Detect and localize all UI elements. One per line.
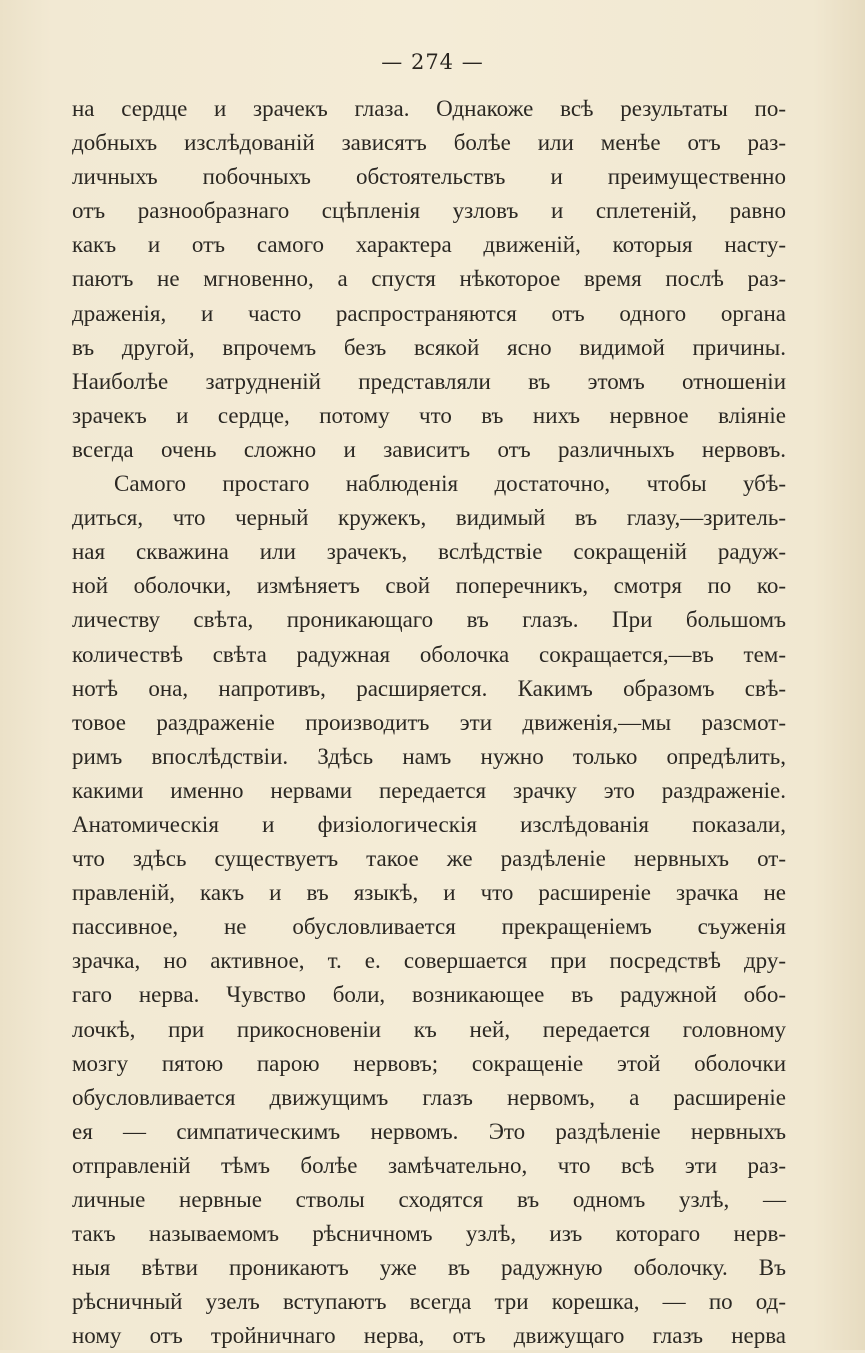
- text-line: Анатомическія и физіологическія изслѣдованія показали,: [72, 811, 786, 837]
- text-line: личныхъ побочныхъ обстоятельствъ и преимущественно: [72, 164, 786, 190]
- text-line: какими именно нервами передается зрачку это раздраженіе.: [72, 777, 786, 803]
- text-line: Наиболѣе затрудненій представляли въ этомъ отношеніи: [72, 368, 786, 394]
- text-line: гаго нерва. Чувство боли, возникающее въ радужной обо-: [72, 982, 786, 1008]
- text-line: ной оболочки, измѣняетъ свой поперечникъ, смотря по ко-: [72, 573, 786, 599]
- text-line: на сердце и зрачекъ глаза. Однакоже всѣ результаты по-: [72, 96, 786, 121]
- text-line: ному отъ тройничнаго нерва, отъ движущаго глазъ нерва: [72, 1323, 786, 1349]
- text-line: пассивное, не обусловливается прекращеніемъ съуженія: [72, 914, 786, 940]
- text-line: ея — симпатическимъ нервомъ. Это раздѣленіе нервныхъ: [72, 1118, 786, 1144]
- text-line: диться, что черный кружекъ, видимый въ глазу,—зритель-: [72, 505, 786, 531]
- text-line: зрачка, но активное, т. е. совершается при посредствѣ дру-: [72, 948, 786, 974]
- text-line: драженія, и часто распространяются отъ одного органа: [72, 300, 786, 326]
- text-line: какъ и отъ самого характера движеній, которыя насту-: [72, 232, 786, 258]
- text-line: нотѣ она, напротивъ, расширяется. Какимъ образомъ свѣ-: [72, 675, 786, 701]
- text-line: личеству свѣта, проникающаго въ глазъ. При большомъ: [72, 607, 786, 633]
- text-line: римъ впослѣдствіи. Здѣсь намъ нужно только опредѣлить,: [72, 743, 786, 769]
- text-line: добныхъ изслѣдованій зависятъ болѣе или менѣе отъ раз-: [72, 130, 786, 156]
- paragraph-start-line: Самого простаго наблюденія достаточно, чтобы убѣ-: [114, 471, 786, 497]
- text-line: зрачекъ и сердце, потому что въ нихъ нервное вліяніе: [72, 402, 786, 428]
- text-line: рѣсничный узелъ вступаютъ всегда три корешка, — по од-: [72, 1289, 786, 1315]
- text-line: правленій, какъ и въ языкѣ, и что расширеніе зрачка не: [72, 880, 786, 906]
- text-line: мозгу пятою парою нервовъ; сокращеніе этой оболочки: [72, 1050, 786, 1076]
- text-line: личные нервные стволы сходятся въ одномъ узлѣ, —: [72, 1187, 786, 1212]
- text-line: всегда очень сложно и зависитъ отъ различныхъ нервовъ.: [72, 436, 786, 462]
- text-line: отъ разнообразнаго сцѣпленія узловъ и сплетеній, равно: [72, 198, 786, 224]
- text-line: товое раздраженіе производитъ эти движенія,—мы разсмот-: [72, 709, 786, 735]
- text-line: ныя вѣтви проникаютъ уже въ радужную оболочку. Въ: [72, 1255, 786, 1281]
- text-line: обусловливается движущимъ глазъ нервомъ, а расширеніе: [72, 1084, 786, 1110]
- text-line: паютъ не мгновенно, а спустя нѣкоторое время послѣ раз-: [72, 266, 786, 292]
- text-line: количествѣ свѣта радужная оболочка сокращается,—въ тем-: [72, 641, 786, 667]
- body-text: [72, 92, 786, 1353]
- text-line: въ другой, впрочемъ безъ всякой ясно видимой причины.: [72, 334, 786, 360]
- text-line: ная скважина или зрачекъ, вслѣдствіе сокращеній радуж-: [72, 539, 786, 565]
- text-line: что здѣсь существуетъ такое же раздѣленіе нервныхъ от-: [72, 846, 786, 872]
- page-number: — 274 —: [381, 50, 484, 74]
- text-line: отправленій тѣмъ болѣе замѣчательно, что всѣ эти раз-: [72, 1152, 786, 1178]
- text-line: лочкѣ, при прикосновеніи къ ней, передается головному: [72, 1016, 786, 1042]
- text-line: такъ называемомъ рѣсничномъ узлѣ, изъ котораго нерв-: [72, 1221, 786, 1247]
